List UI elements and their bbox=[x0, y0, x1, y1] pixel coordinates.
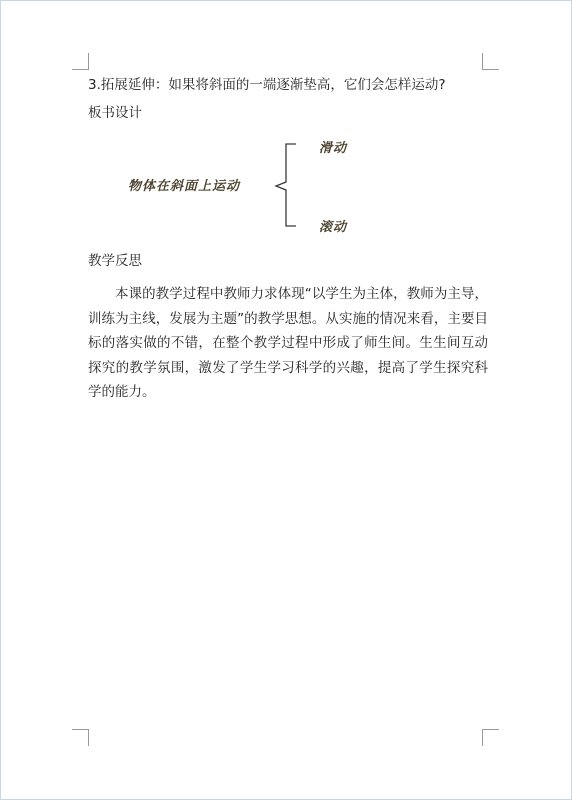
board-branch-slide: 滑动 bbox=[319, 141, 348, 156]
reflection-paragraph: 本课的教学过程中教师力求体现“以学生为主体，教师为主导，训练为主线，发展为主题”的教学思想。从实施的情况来看，主要目标的落实做的不错，在整个教学过程中形成了师生间。生生间互动探究的教学氛围，激发了学生学习科学的兴趣，提高了学生探究科学的能力。 bbox=[88, 286, 488, 400]
margin-corner-top-right bbox=[482, 53, 499, 70]
reflection-heading: 教学反思 bbox=[88, 253, 142, 269]
margin-corner-bottom-right bbox=[482, 729, 499, 746]
margin-corner-bottom-left bbox=[72, 729, 89, 746]
board-main-topic: 物体在斜面上运动 bbox=[128, 179, 241, 194]
margin-corner-top-left bbox=[72, 53, 89, 70]
board-design-heading: 板书设计 bbox=[88, 105, 142, 121]
brace-icon bbox=[270, 140, 300, 230]
extension-question: 3.拓展延伸：如果将斜面的一端逐渐垫高，它们会怎样运动? bbox=[88, 77, 446, 93]
board-branch-roll: 滚动 bbox=[319, 220, 348, 235]
